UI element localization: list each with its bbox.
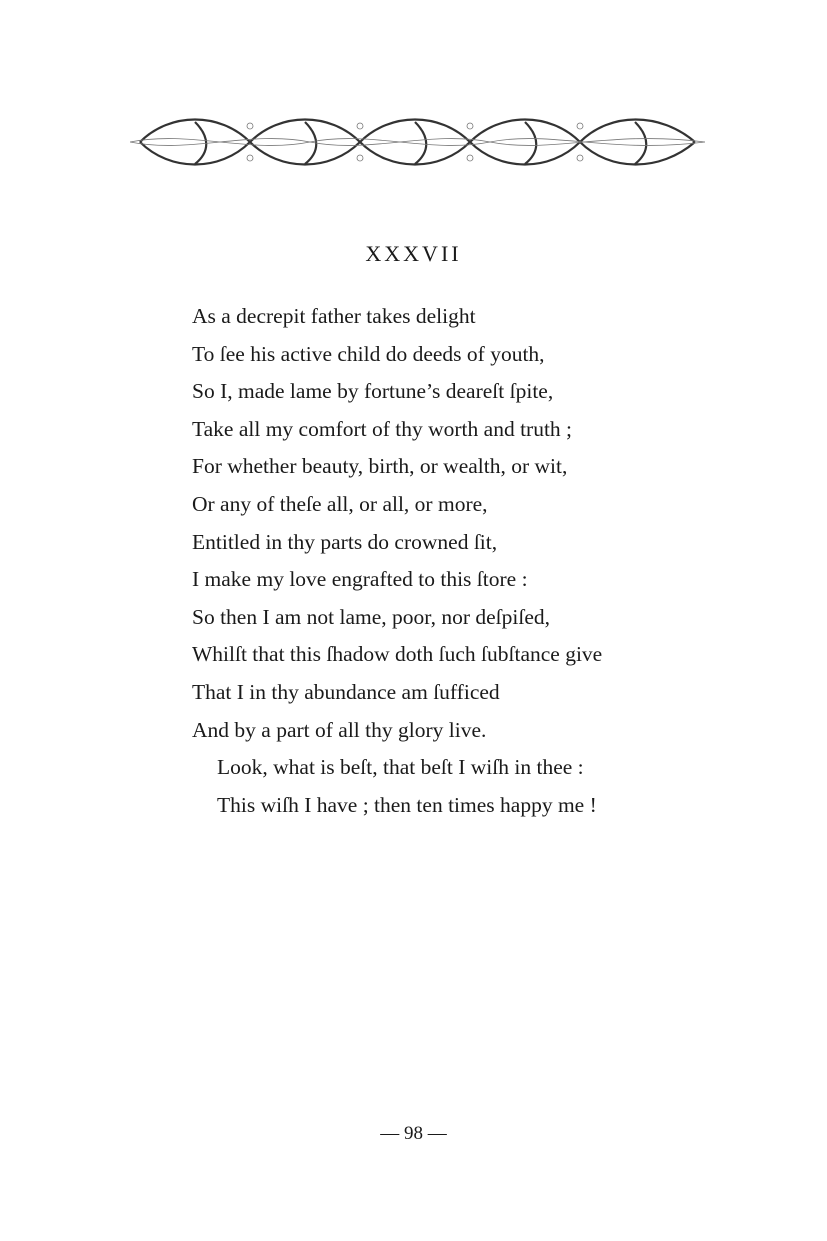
decorative-ornament-header xyxy=(130,112,705,172)
page-number: — 98 — xyxy=(380,1123,447,1144)
poem-line: So I, made lame by fortune’s deareſt ſpite, xyxy=(192,379,554,404)
poem-line: For whether beauty, birth, or wealth, or wit, xyxy=(192,454,568,479)
poem-line: Entitled in thy parts do crowned ſit, xyxy=(192,529,498,554)
poem-line: And by a part of all thy glory live. xyxy=(192,717,487,742)
poem-line: Or any of theſe all, or all, or more, xyxy=(192,491,488,516)
poem-line: That I in thy abundance am ſufficed xyxy=(192,679,500,704)
couplet-line: Look, what is beſt, that beſt I wiſh in thee : xyxy=(217,755,584,780)
couplet-line: This wiſh I have ; then ten times happy me ! xyxy=(217,792,597,817)
poem-line: Whilſt that this ſhadow doth ſuch ſubſtance give xyxy=(192,642,603,667)
poem-line: To ſee his active child do deeds of youth, xyxy=(192,341,545,366)
poem-line: As a decrepit father takes delight xyxy=(192,304,476,328)
poem-line: I make my love engrafted to this ſtore : xyxy=(192,567,528,592)
poem-line: Take all my comfort of thy worth and truth ; xyxy=(192,416,573,441)
sonnet-number-heading: XXXVII xyxy=(365,241,462,266)
poem-line: So then I am not lame, poor, nor deſpiſed, xyxy=(192,604,550,629)
poem-body xyxy=(192,298,752,824)
